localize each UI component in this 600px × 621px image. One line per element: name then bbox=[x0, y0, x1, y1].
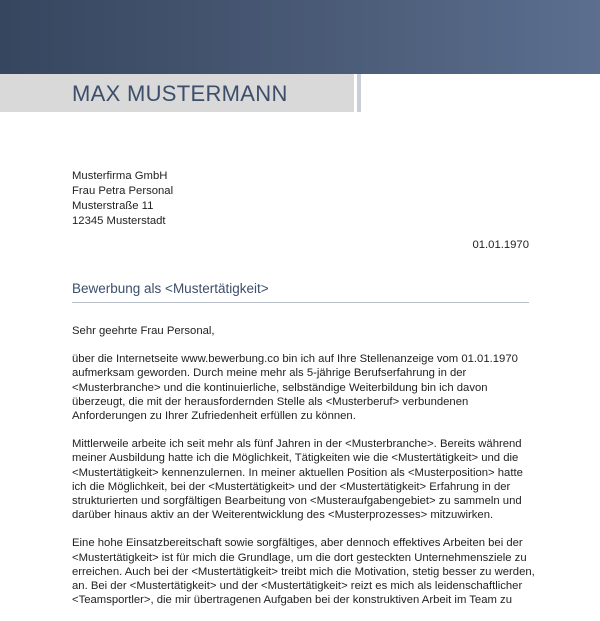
applicant-name: MAX MUSTERMANN bbox=[72, 81, 288, 106]
paragraph-line: strukturierten und sorgfältigen Bearbeitung von <Musteraufgabengebiet> zu sammeln und bbox=[72, 495, 522, 508]
paragraph-line: an. Bei der <Mustertätigkeit> und der <Mustertätigkeit> reizt es mich als leidenschaftlicher bbox=[72, 580, 523, 593]
paragraph-line: Anforderungen zu Ihrer Zufriedenheit erfüllen zu können. bbox=[72, 410, 356, 423]
paragraph-line: <Musterbranche> und die kontinuierliche, selbständige Weiterbildung bin ich davon bbox=[72, 381, 488, 394]
paragraph-line: aufmerksam geworden. Durch meine mehr als 5-jährige Berufserfahrung in der bbox=[72, 367, 467, 380]
recipient-address bbox=[72, 169, 173, 229]
paragraph-3 bbox=[72, 536, 535, 607]
paragraph-line: Mittlerweile arbeite ich seit mehr als fünf Jahren in der <Musterbranche>. Bereits während bbox=[72, 438, 522, 451]
paragraph-line: über die Internetseite www.bewerbung.co bin ich auf Ihre Stellenanzeige vom 01.01.1970 bbox=[72, 353, 518, 366]
subject-divider bbox=[72, 302, 529, 303]
paragraph-line: darüber hinaus aktiv an der Weiterentwicklung des <Musterprozesses> mitzuwirken. bbox=[72, 509, 494, 522]
letter-body bbox=[72, 324, 535, 621]
paragraph-line: erreichen. Auch bei der <Mustertätigkeit> treibt mich die Motivation, stetig besser zu werden, bbox=[72, 565, 535, 578]
header-band bbox=[0, 0, 600, 74]
paragraph-line: Eine hohe Einsatzbereitschaft sowie sorgfältiges, aber dennoch effektives Arbeiten bei der bbox=[72, 537, 523, 550]
paragraph-2 bbox=[72, 437, 532, 522]
paragraph-line: ich die Möglichkeit, bei der <Mustertätigkeit> und der <Mustertätigkeit> Erfahrung in der bbox=[72, 480, 511, 493]
paragraph-line: <Mustertätigkeit> kennenzulernen. In meiner aktuellen Position als <Musterposition> hatte bbox=[72, 466, 523, 479]
recipient-company: Musterfirma GmbH bbox=[72, 170, 168, 182]
recipient-street: Musterstraße 11 bbox=[72, 200, 154, 212]
paragraph-1 bbox=[72, 352, 532, 423]
paragraph-line: <Teamsportler>, die mir übertragenen Aufgaben bei der konstruktiven Arbeit im Team zu bbox=[72, 594, 512, 607]
recipient-contact: Frau Petra Personal bbox=[72, 185, 174, 197]
letter-subject: Bewerbung als <Mustertätigkeit> bbox=[72, 281, 269, 296]
paragraph-line: überzeugt, die mit der herausfordernden Stelle als <Musterberuf> verbundenen bbox=[72, 395, 469, 408]
salutation: Sehr geehrte Frau Personal, bbox=[72, 325, 215, 337]
recipient-city: 12345 Musterstadt bbox=[72, 215, 166, 227]
paragraph-line: meiner Ausbildung hatte ich die Möglichkeit, Tätigkeiten wie die <Mustertätigkeit> und die bbox=[72, 452, 519, 465]
paragraph-line: <Mustertätigkeit> ist für mich die Grundlage, um die dort gesteckten Unternehmensziele zu bbox=[72, 551, 527, 564]
letter-date: 01.01.1970 bbox=[472, 239, 529, 251]
name-bar-shadow bbox=[357, 74, 361, 112]
